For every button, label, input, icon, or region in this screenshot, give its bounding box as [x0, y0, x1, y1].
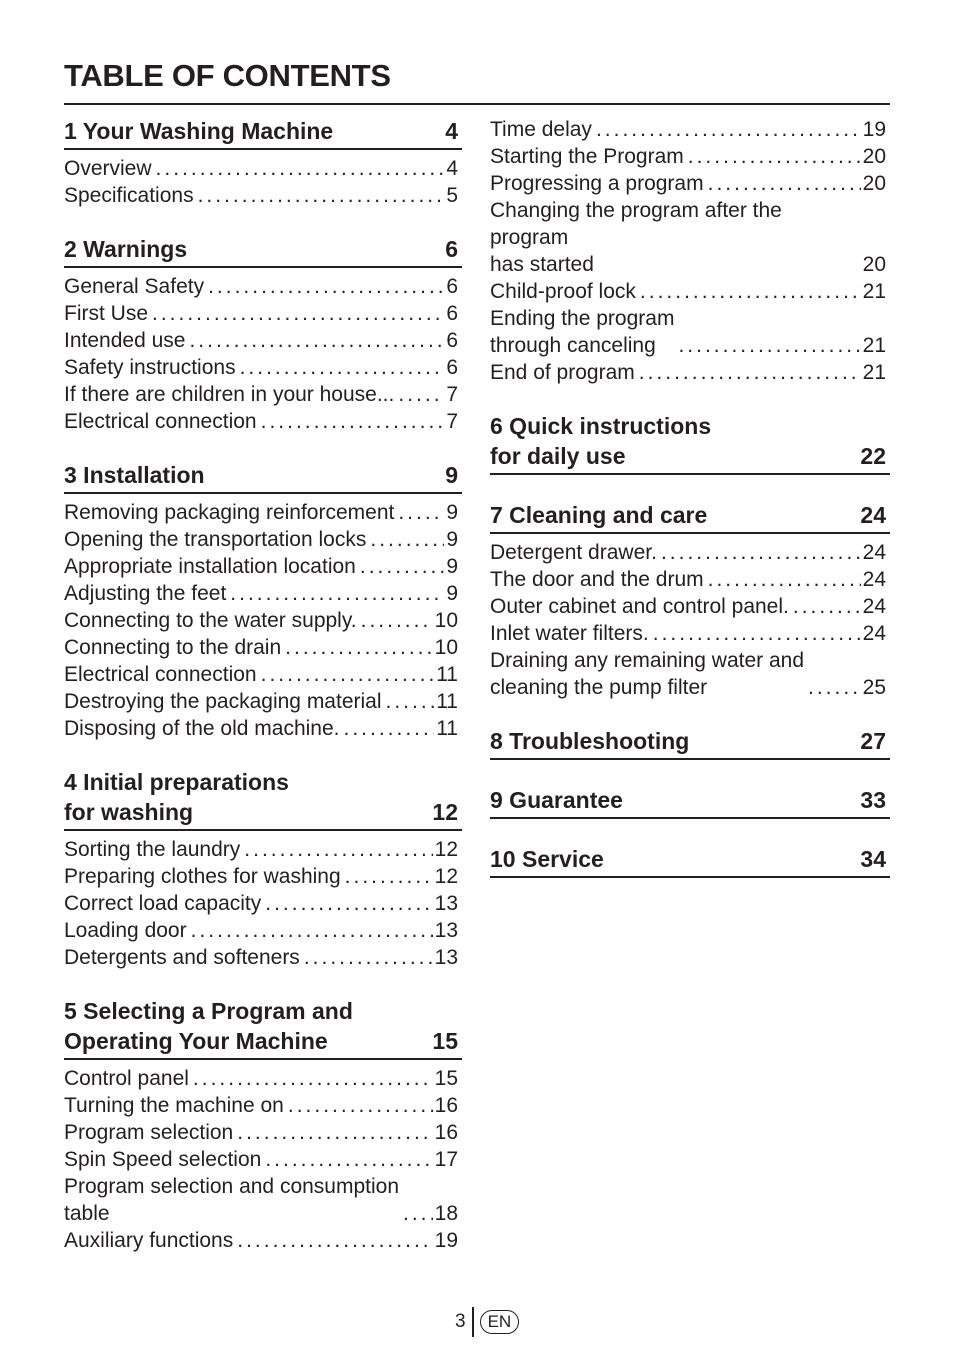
entry-page-number: 20	[862, 253, 886, 276]
toc-entry[interactable]	[490, 620, 890, 647]
entry-label: Program selection	[64, 1121, 234, 1144]
toc-section	[490, 844, 890, 878]
toc-entry[interactable]	[64, 553, 462, 580]
dot-leader	[193, 1065, 433, 1092]
entry-label: Connecting to the water supply.	[64, 609, 357, 632]
toc-entry[interactable]	[64, 607, 462, 634]
entry-page-number: 24	[862, 622, 886, 645]
entry-page-number: 21	[862, 280, 886, 303]
entry-label: Appropriate installation location	[64, 555, 356, 578]
dot-leader	[265, 1146, 432, 1173]
dot-leader	[261, 661, 435, 688]
dot-leader	[640, 278, 861, 305]
dot-leader	[265, 890, 432, 917]
toc-section	[64, 767, 462, 971]
entry-label: Program selection and consumption table	[64, 1175, 400, 1225]
entry-label: Outer cabinet and control panel.	[490, 595, 789, 618]
entry-page-number: 10	[434, 609, 458, 632]
entry-label: Preparing clothes for washing	[64, 865, 341, 888]
section-heading[interactable]	[490, 785, 890, 819]
left-column	[64, 116, 462, 1279]
dot-leader	[398, 381, 444, 408]
page-footer	[455, 1306, 519, 1338]
entry-page-number: 24	[862, 541, 886, 564]
section-page-number: 27	[860, 728, 886, 754]
section-title: 7 Cleaning and care	[490, 502, 708, 528]
right-column	[490, 116, 890, 903]
toc-section	[64, 460, 462, 742]
toc-entry[interactable]	[490, 116, 890, 143]
entry-page-number: 19	[862, 118, 886, 141]
entry-label: Changing the program after the program has started	[490, 199, 782, 276]
entry-label: Disposing of the old machine.	[64, 717, 340, 740]
section-heading[interactable]	[490, 500, 890, 534]
entry-page-number: 20	[862, 145, 886, 168]
toc-entry[interactable]	[490, 143, 890, 170]
dot-leader	[152, 300, 444, 327]
toc-entry[interactable]	[490, 593, 890, 620]
page-number: 3	[455, 1311, 466, 1332]
entry-page-number: 10	[434, 636, 458, 659]
dot-leader	[345, 863, 433, 890]
entry-page-number: 9	[446, 555, 458, 578]
language-badge: EN	[480, 1310, 520, 1334]
toc-entry[interactable]	[64, 715, 462, 742]
dot-leader	[708, 566, 861, 593]
toc-entry[interactable]	[64, 381, 462, 408]
entry-label: Child-proof lock	[490, 280, 636, 303]
entry-page-number: 7	[446, 383, 458, 406]
dot-leader	[240, 354, 445, 381]
dot-leader	[639, 359, 861, 386]
dot-leader	[661, 539, 861, 566]
section-page-number: 33	[860, 787, 886, 813]
dot-leader	[304, 944, 433, 971]
section-title: 1 Your Washing Machine	[64, 118, 334, 144]
section-heading[interactable]	[490, 844, 890, 878]
section-page-number: 4	[445, 118, 458, 144]
toc-entry[interactable]	[64, 944, 462, 971]
section-page-number: 24	[860, 502, 886, 528]
entry-label: Loading door	[64, 919, 187, 942]
toc-section	[490, 726, 890, 760]
toc-entry[interactable]	[64, 499, 462, 526]
dot-leader	[198, 182, 445, 209]
entry-page-number: 21	[862, 334, 886, 357]
entry-page-number: 13	[434, 919, 458, 942]
entry-page-number: 11	[436, 717, 458, 740]
entry-page-number: 13	[434, 946, 458, 969]
entry-label: Electrical connection	[64, 410, 257, 433]
entry-label: Safety instructions	[64, 356, 236, 379]
entry-label: End of program	[490, 361, 635, 384]
section-heading[interactable]	[64, 234, 462, 268]
dot-leader	[156, 155, 445, 182]
toc-entry[interactable]	[64, 1146, 462, 1173]
toc-section	[490, 116, 890, 386]
section-title: 2 Warnings	[64, 236, 188, 262]
toc-section	[490, 785, 890, 819]
dot-leader	[653, 620, 861, 647]
entry-page-number: 12	[434, 865, 458, 888]
toc-entry[interactable]	[64, 155, 462, 182]
entry-label: Draining any remaining water and cleaning the pump filter	[490, 649, 805, 699]
dot-leader	[808, 674, 861, 701]
entry-label: Intended use	[64, 329, 186, 352]
section-title: 8 Troubleshooting	[490, 728, 690, 754]
toc-entry[interactable]	[490, 197, 890, 278]
section-heading[interactable]	[64, 767, 462, 831]
footer-divider	[472, 1307, 474, 1337]
dot-leader	[688, 143, 861, 170]
entry-page-number: 12	[434, 838, 458, 861]
toc-entry[interactable]	[490, 170, 890, 197]
section-title: 4 Initial preparations for washing	[64, 769, 289, 825]
entry-page-number: 11	[436, 690, 458, 713]
toc-entry[interactable]	[64, 273, 462, 300]
toc-entry[interactable]	[490, 647, 890, 701]
section-heading[interactable]	[64, 996, 462, 1060]
toc-entry[interactable]	[490, 566, 890, 593]
entry-page-number: 19	[434, 1229, 458, 1252]
dot-leader	[285, 634, 432, 661]
dot-leader	[344, 715, 435, 742]
entry-label: General Safety	[64, 275, 205, 298]
dot-leader	[403, 1200, 433, 1227]
section-page-number: 34	[860, 846, 886, 872]
dot-leader	[596, 116, 861, 143]
toc-entry[interactable]	[64, 863, 462, 890]
entry-page-number: 6	[446, 329, 458, 352]
entry-label: Electrical connection	[64, 663, 257, 686]
section-page-number: 6	[445, 236, 458, 262]
dot-leader	[189, 327, 444, 354]
toc-entry[interactable]	[64, 1065, 462, 1092]
entry-label: Sorting the laundry	[64, 838, 241, 861]
toc-section	[64, 996, 462, 1254]
dot-leader	[793, 593, 861, 620]
section-title: 3 Installation	[64, 462, 205, 488]
section-page-number: 22	[860, 443, 886, 469]
entry-label: Overview	[64, 157, 152, 180]
entry-page-number: 6	[446, 302, 458, 325]
toc-entry[interactable]	[64, 661, 462, 688]
section-title: 5 Selecting a Program and Operating Your Machine	[64, 998, 353, 1054]
toc-entry[interactable]	[64, 1227, 462, 1254]
toc-entry[interactable]	[64, 1092, 462, 1119]
entry-label: Correct load capacity	[64, 892, 262, 915]
dot-leader	[288, 1092, 433, 1119]
toc-entry[interactable]	[64, 182, 462, 209]
toc-entry[interactable]	[64, 836, 462, 863]
entry-page-number: 17	[434, 1148, 458, 1171]
toc-entry[interactable]	[490, 539, 890, 566]
toc-entry[interactable]	[64, 688, 462, 715]
dot-leader	[244, 836, 432, 863]
section-heading[interactable]	[64, 116, 462, 150]
entry-label: Control panel	[64, 1067, 189, 1090]
entry-page-number: 18	[434, 1202, 458, 1225]
dot-leader	[386, 688, 435, 715]
toc-entry[interactable]	[490, 305, 890, 359]
entry-page-number: 9	[446, 528, 458, 551]
entry-page-number: 16	[434, 1094, 458, 1117]
entry-label: Removing packaging reinforcement	[64, 501, 395, 524]
entry-page-number: 21	[862, 361, 886, 384]
title-divider	[64, 103, 890, 105]
toc-entry[interactable]	[64, 327, 462, 354]
page-title: TABLE OF CONTENTS	[64, 58, 391, 93]
toc-section	[64, 234, 462, 435]
section-page-number: 9	[445, 462, 458, 488]
entry-label: Destroying the packaging material	[64, 690, 382, 713]
toc-entry[interactable]	[64, 1119, 462, 1146]
section-page-number: 12	[432, 799, 458, 825]
section-page-number: 15	[432, 1028, 458, 1054]
toc-entry[interactable]	[64, 580, 462, 607]
dot-leader	[708, 170, 861, 197]
entry-page-number: 24	[862, 568, 886, 591]
dot-leader	[398, 499, 444, 526]
toc-entry[interactable]	[64, 634, 462, 661]
entry-label: Auxiliary functions	[64, 1229, 234, 1252]
section-heading[interactable]	[490, 726, 890, 760]
entry-page-number: 5	[446, 184, 458, 207]
dot-leader	[230, 580, 444, 607]
toc-entry[interactable]	[64, 890, 462, 917]
entry-page-number: 20	[862, 172, 886, 195]
entry-label: Ending the program through canceling	[490, 307, 675, 357]
dot-leader	[361, 607, 433, 634]
entry-label: If there are children in your house...	[64, 383, 395, 406]
toc-entry[interactable]	[64, 300, 462, 327]
dot-leader	[370, 526, 444, 553]
entry-page-number: 24	[862, 595, 886, 618]
entry-page-number: 6	[446, 356, 458, 379]
entry-page-number: 9	[446, 501, 458, 524]
toc-entry[interactable]	[64, 1173, 462, 1227]
entry-label: First Use	[64, 302, 148, 325]
entry-label: Opening the transportation locks	[64, 528, 367, 551]
entry-page-number: 11	[436, 663, 458, 686]
entry-page-number: 9	[446, 582, 458, 605]
toc-section	[64, 116, 462, 209]
entry-label: Time delay	[490, 118, 592, 141]
entry-label: Adjusting the feet	[64, 582, 227, 605]
dot-leader	[237, 1227, 432, 1254]
toc-entry[interactable]	[64, 408, 462, 435]
entry-page-number: 25	[862, 676, 886, 699]
entry-page-number: 13	[434, 892, 458, 915]
entry-label: Starting the Program	[490, 145, 684, 168]
entry-label: Detergent drawer.	[490, 541, 657, 564]
entry-label: Detergents and softeners	[64, 946, 300, 969]
toc-entry[interactable]	[490, 359, 890, 386]
entry-label: Connecting to the drain	[64, 636, 282, 659]
dot-leader	[261, 408, 445, 435]
toc-entry[interactable]	[64, 917, 462, 944]
entry-page-number: 7	[446, 410, 458, 433]
entry-page-number: 15	[434, 1067, 458, 1090]
section-title: 6 Quick instructions for daily use	[490, 413, 712, 469]
toc-section	[490, 500, 890, 701]
section-heading[interactable]	[64, 460, 462, 494]
entry-label: Turning the machine on	[64, 1094, 284, 1117]
section-heading[interactable]	[490, 411, 890, 475]
dot-leader	[237, 1119, 432, 1146]
section-title: 9 Guarantee	[490, 787, 623, 813]
entry-page-number: 6	[446, 275, 458, 298]
entry-label: Progressing a program	[490, 172, 704, 195]
entry-page-number: 16	[434, 1121, 458, 1144]
entry-page-number: 4	[446, 157, 458, 180]
toc-entry[interactable]	[64, 526, 462, 553]
dot-leader	[191, 917, 433, 944]
dot-leader	[678, 332, 860, 359]
entry-label: Inlet water filters.	[490, 622, 649, 645]
toc-section	[490, 411, 890, 475]
dot-leader	[360, 553, 444, 580]
entry-label: Specifications	[64, 184, 194, 207]
toc-entry[interactable]	[490, 278, 890, 305]
section-title: 10 Service	[490, 846, 604, 872]
entry-label: Spin Speed selection	[64, 1148, 262, 1171]
dot-leader	[208, 273, 444, 300]
toc-entry[interactable]	[64, 354, 462, 381]
entry-label: The door and the drum	[490, 568, 704, 591]
